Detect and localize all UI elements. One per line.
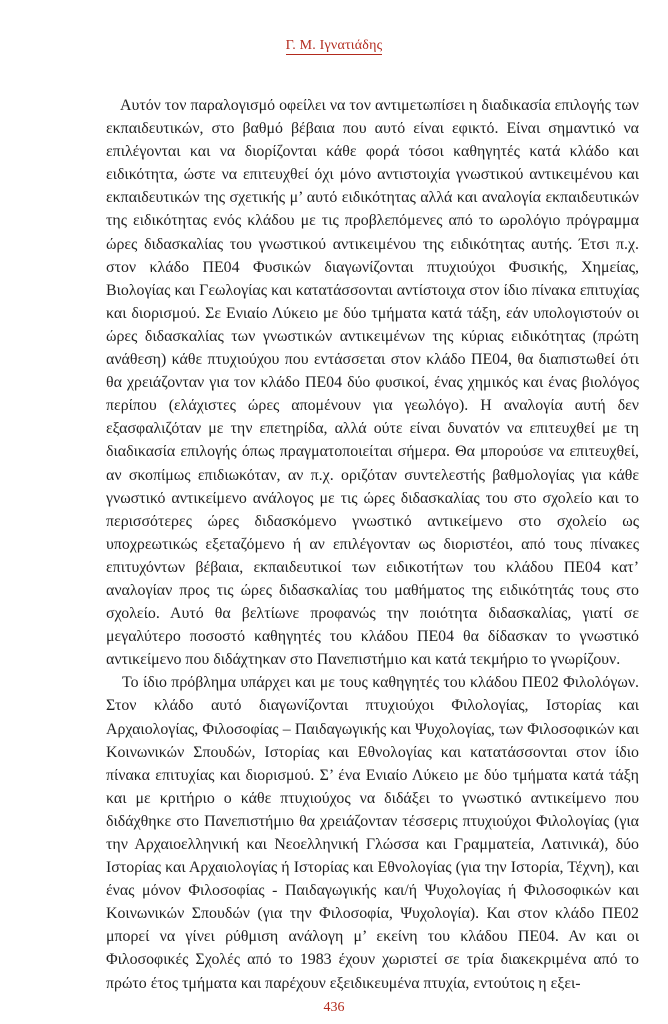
- paragraph: Αυτόν τον παραλογισμό οφείλει να τον αντιμετωπίσει η διαδικασία επιλογής των εκπαιδευτικών, στο βαθμό βέβαια που αυτό είναι εφικτό. Είναι σημαντικό να επιλέγονται και να διορίζονται κάθε φορά τόσοι καθηγητές κατά κλάδο και ειδικότητα, ώστε να επιτευχθεί όχι μόνο αντιστοιχία γνωστικού αντικειμένου και εκπαιδευτικών της σχετικής μ’ αυτό ειδικότητας αλλά και αναλογία εκπαιδευτικών της ειδικότητας ενός κλάδου με τις προβλεπόμενες από το ωρολόγιο πρόγραμμα ώρες διδασκαλίας του γνωστικού αντικειμένου της ειδικότητας αυτής. Έτσι π.χ. στον κλάδο ΠΕ04 Φυσικών διαγωνίζονται πτυχιούχοι Φυσικής, Χημείας, Βιολογίας και Γεωλογίας και κατατάσσονται αντίστοιχα στον ίδιο πίνακα επιτυχίας και διορισμού. Σε Ενιαίο Λύκειο με δύο τμήματα κατά τάξη, εάν υπολογιστούν οι ώρες διδασκαλίας των γνωστικών αντικειμένων της κύριας ειδικότητας (πρώτη ανάθεση) κάθε πτυχιούχου που εντάσσεται στον κλάδο ΠΕ04, θα διαπιστωθεί ότι θα χρειάζονταν για τον κλάδο ΠΕ04 δύο φυσικοί, ένας χημικός και ένας βιολόγος περίπου (ελάχιστες ώρες απομένουν για γεωλόγο). Η αναλογία αυτή δεν εξασφαλιζόταν με την επετηρίδα, αλλά ούτε είναι δυνατόν να επιτευχθεί με τη διαδικασία επιλογής όπως πραγματοποιείται σήμερα. Θα μπορούσε να επιτευχθεί, αν σκοπίμως επιδιωκόταν, αν π.χ. οριζόταν συντελεστής βαθμολογίας για κάθε γνωστικό αντικείμενο ανάλογος με τις ώρες διδασκαλίας του στο σχολείο και το περισσότερες ώρες διδασκόμενο γνωστικό αντικείμενο στο σχολείο ως υποχρεωτικώς εξεταζόμενο ή αν επιλέγονταν ως διοριστέοι, από τους πίνακες επιτυχόντων βέβαια, εκπαιδευτικοί των ειδικοτήτων του κλάδου ΠΕ04 κατ’ αναλογίαν προς τις ώρες διδασκαλίας του μαθήματος της ειδικότητάς τους στο σχολείο. Αυτό θα βελτίωνε προφανώς την ποιότητα διδασκαλίας, γιατί σε μεγαλύτερο ποσοστό καθηγητές του κλάδου ΠΕ04 θα δίδασκαν το γνωστικό αντικείμενο που διδάχτηκαν στο Πανεπιστήμιο και κατά τεκμήριο το γνωρίζουν.: [106, 97, 639, 669]
- running-title: Γ. Μ. Ιγνατιάδης: [285, 38, 383, 53]
- paragraph: Το ίδιο πρόβλημα υπάρχει και με τους καθηγητές του κλάδου ΠΕ02 Φιλολόγων. Στον κλάδο αυτό διαγωνίζονται πτυχιούχοι Φιλολογίας, Ιστορίας και Αρχαιολογίας, Φιλοσοφίας – Παιδαγωγικής και Ψυχολογίας, των Φιλοσοφικών και Κοινωνικών Σπουδών, Ιστορίας και Εθνολογίας και κατατάσσονται στον ίδιο πίνακα επιτυχίας και διορισμού. Σ’ ένα Ενιαίο Λύκειο με δύο τμήματα κατά τάξη και με κριτήριο ο κάθε πτυχιούχος να διδάξει το γνωστικό αντικείμενο που διδάχθηκε στο Πανεπιστήμιο θα χρειάζονταν τέσσερις πτυχιούχοι Φιλολογίας (για την Αρχαιοελληνική και Νεοελληνική Γλώσσα και Γραμματεία, Λατινικά), δύο Ιστορίας και Αρχαιολογίας ή Ιστορίας και Εθνολογίας (για την Ιστορία, Τέχνη), και ένας μόνον Φιλοσοφίας - Παιδαγωγικής και/ή Ψυχολογίας ή Φιλοσοφικών και Κοινωνικών Σπουδών (για την Φιλοσοφία, Ψυχολογία). Και στον κλάδο ΠΕ02 μπορεί να γίνει ρύθμιση ανάλογη μ’ εκείνη του κλάδου ΠΕ04. Αν και οι Φιλοσοφικές Σχολές από το 1983 έχουν χωριστεί σε τρία διακεκριμένα από το πρώτο έτος τμήματα και παρέχουν εξειδικευμένα πτυχία, εντούτοις η εξει-: [106, 674, 639, 992]
- body-text: [106, 94, 639, 995]
- running-header: [0, 38, 668, 54]
- page-number: 436: [323, 1000, 345, 1015]
